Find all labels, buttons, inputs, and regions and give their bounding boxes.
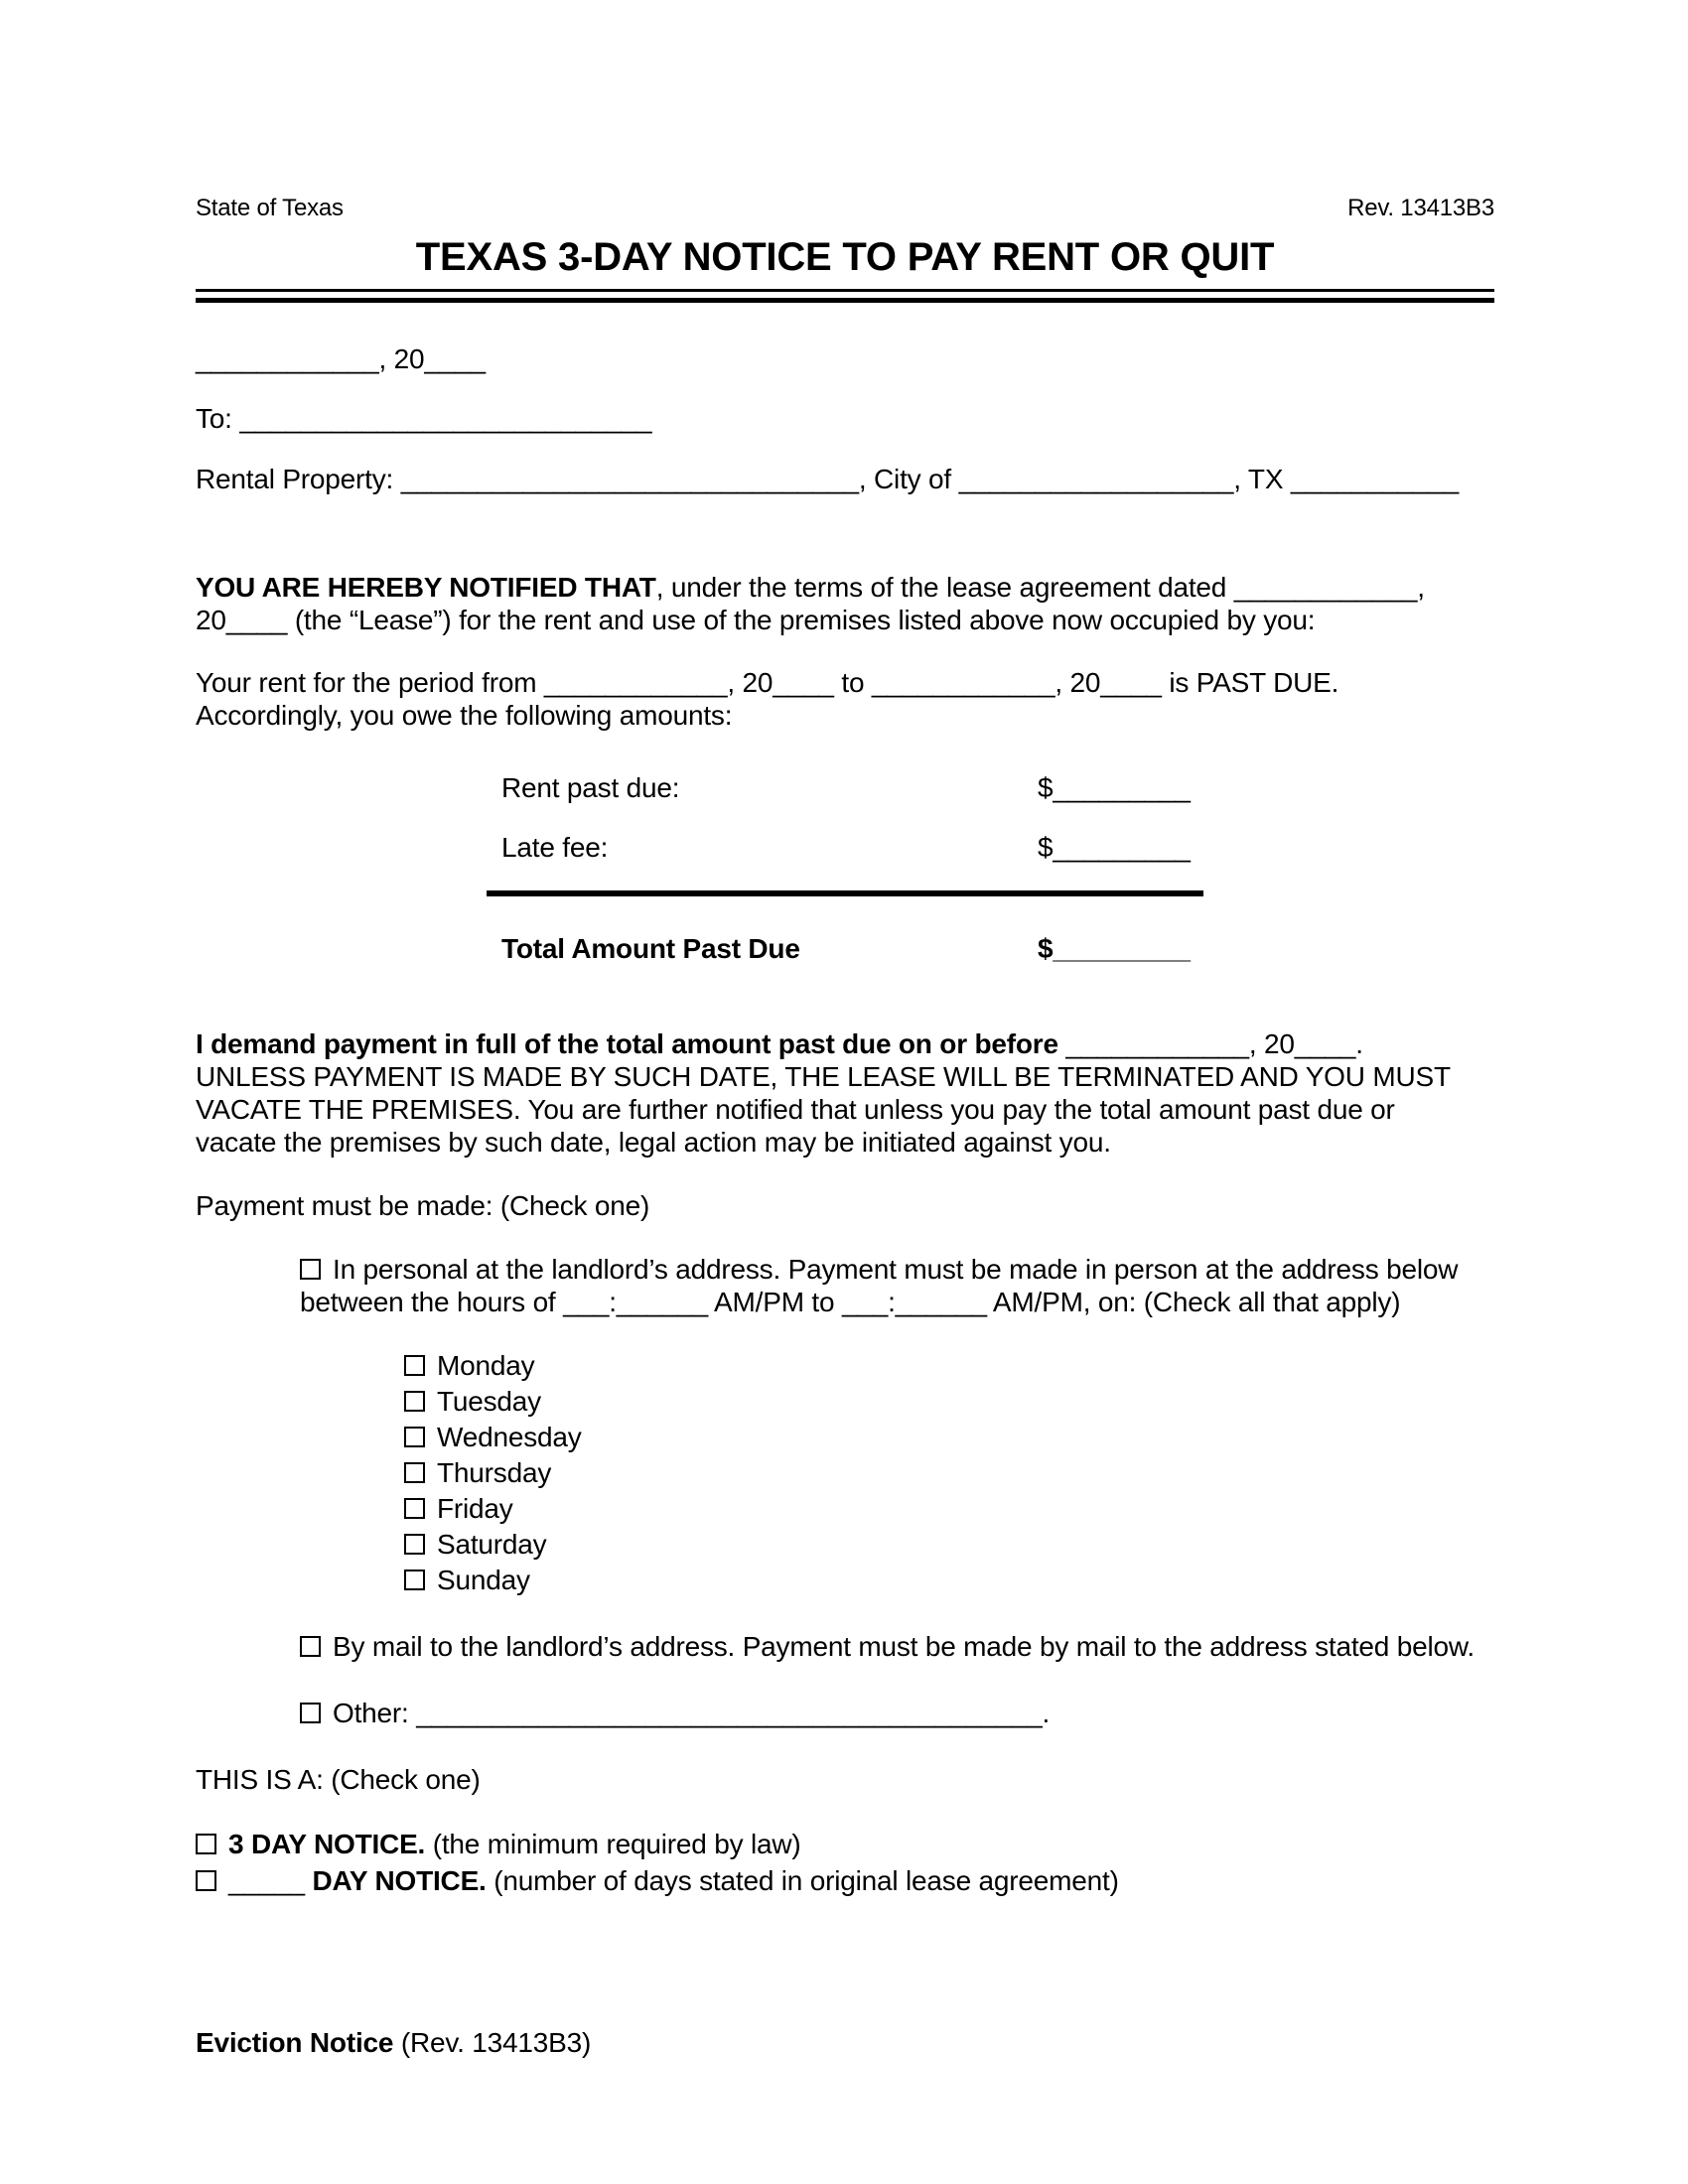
in-person-checkbox[interactable] bbox=[300, 1259, 321, 1280]
three-day-notice-checkbox[interactable] bbox=[196, 1834, 216, 1854]
footer-revision: (Rev. 13413B3) bbox=[393, 2027, 592, 2059]
notified-paragraph bbox=[196, 571, 1486, 636]
demand-rest-text: ____________, 20____. UNLESS PAYMENT IS MADE BY SUCH DATE, THE LEASE WILL BE TERMINATED AND YOU MUST VACATE THE PREMISES. You are further notified that unless you pay the total amount past due or vacate the premises by such date, legal action may be initiated against you. bbox=[196, 1027, 1451, 1158]
sunday-label: Sunday bbox=[437, 1565, 530, 1596]
custom-day-notice-option bbox=[196, 1862, 1549, 1899]
demand-bold-text: I demand payment in full of the total amount past due on or before bbox=[196, 1027, 1058, 1059]
date-blank: ____________, 20____ bbox=[196, 342, 486, 374]
tx-blank: ___________ bbox=[1290, 463, 1460, 494]
wednesday-label: Wednesday bbox=[437, 1422, 582, 1453]
footer-title: Eviction Notice bbox=[196, 2027, 394, 2059]
total-label: Total Amount Past Due bbox=[501, 932, 800, 964]
to-line bbox=[196, 402, 1549, 435]
thursday-label: Thursday bbox=[437, 1457, 552, 1489]
in-person-option-text: In personal at the landlord’s address. Payment must be made in person at the address below between the hours of ___:______ AM/PM to ___:______ AM/PM, on: (Check all that apply) bbox=[300, 1253, 1459, 1317]
total-blank: $_________ bbox=[1038, 932, 1191, 964]
three-day-notice-rest: (the minimum required by law) bbox=[425, 1829, 801, 1860]
by-mail-option bbox=[300, 1630, 1531, 1663]
day-option-thursday bbox=[404, 1455, 1549, 1491]
amounts-table bbox=[196, 771, 1549, 965]
days-checklist bbox=[404, 1348, 1549, 1598]
payment-method-heading: Payment must be made: (Check one) bbox=[196, 1189, 650, 1221]
rent-period-line: Your rent for the period from ____________, 20____ to ____________, 20____ is PAST DUE. bbox=[196, 666, 1339, 698]
custom-day-notice-checkbox[interactable] bbox=[196, 1870, 216, 1891]
thursday-checkbox[interactable] bbox=[404, 1462, 425, 1483]
rent-period-paragraph bbox=[196, 666, 1486, 732]
notice-type-heading: THIS IS A: (Check one) bbox=[196, 1764, 481, 1796]
page-title: TEXAS 3-DAY NOTICE TO PAY RENT OR QUIT bbox=[415, 235, 1275, 280]
other-period: . bbox=[1042, 1698, 1051, 1729]
late-fee-blank: $_________ bbox=[1038, 831, 1191, 863]
day-option-friday bbox=[404, 1491, 1549, 1527]
other-blank: _________________________________________ bbox=[416, 1698, 1043, 1729]
tuesday-label: Tuesday bbox=[437, 1386, 541, 1418]
title-divider bbox=[196, 289, 1494, 303]
late-fee-row bbox=[501, 831, 1549, 864]
day-option-tuesday bbox=[404, 1384, 1549, 1420]
other-checkbox[interactable] bbox=[300, 1703, 321, 1723]
amounts-divider bbox=[487, 890, 1203, 896]
custom-day-notice-blank: _____ bbox=[228, 1865, 313, 1897]
notice-type-options bbox=[196, 1826, 1549, 1899]
accordingly-line: Accordingly, you owe the following amounts: bbox=[196, 699, 733, 731]
in-person-option bbox=[300, 1253, 1531, 1318]
total-row bbox=[501, 932, 1549, 965]
rent-past-due-label: Rent past due: bbox=[501, 771, 680, 803]
friday-checkbox[interactable] bbox=[404, 1498, 425, 1519]
to-label: To: bbox=[196, 402, 240, 434]
tuesday-checkbox[interactable] bbox=[404, 1391, 425, 1412]
document-footer bbox=[196, 2026, 1549, 2059]
rent-past-due-row bbox=[501, 771, 1549, 804]
notified-rest-text: , under the terms of the lease agreement dated ____________, 20____ (the “Lease”) for the rent and use of the premises listed above now occupied by you: bbox=[196, 571, 1425, 635]
day-option-saturday bbox=[404, 1527, 1549, 1563]
saturday-checkbox[interactable] bbox=[404, 1534, 425, 1555]
three-day-notice-option bbox=[196, 1826, 1549, 1862]
demand-paragraph bbox=[196, 1027, 1467, 1159]
rental-property-line bbox=[196, 463, 1549, 495]
document-header bbox=[196, 195, 1494, 222]
friday-label: Friday bbox=[437, 1493, 513, 1525]
late-fee-label: Late fee: bbox=[501, 831, 609, 863]
other-option bbox=[300, 1697, 1531, 1729]
notified-bold-text: YOU ARE HEREBY NOTIFIED THAT bbox=[196, 571, 656, 603]
custom-day-notice-rest: (number of days stated in original lease agreement) bbox=[486, 1865, 1119, 1897]
day-option-wednesday bbox=[404, 1420, 1549, 1455]
by-mail-checkbox[interactable] bbox=[300, 1636, 321, 1657]
day-option-sunday bbox=[404, 1563, 1549, 1598]
tx-label: , TX bbox=[1233, 463, 1291, 494]
rent-past-due-blank: $_________ bbox=[1038, 771, 1191, 803]
date-line bbox=[196, 342, 1549, 375]
saturday-label: Saturday bbox=[437, 1529, 547, 1561]
monday-label: Monday bbox=[437, 1350, 535, 1382]
custom-day-notice-bold: DAY NOTICE. bbox=[312, 1865, 487, 1897]
three-day-notice-bold: 3 DAY NOTICE. bbox=[228, 1829, 426, 1860]
rental-property-label: Rental Property: bbox=[196, 463, 401, 494]
revision-label: Rev. 13413B3 bbox=[1347, 195, 1494, 221]
city-label: , City of bbox=[858, 463, 959, 494]
by-mail-option-text: By mail to the landlord’s address. Payment must be made by mail to the address stated below. bbox=[333, 1631, 1475, 1663]
to-blank: ___________________________ bbox=[239, 402, 652, 434]
monday-checkbox[interactable] bbox=[404, 1355, 425, 1376]
wednesday-checkbox[interactable] bbox=[404, 1427, 425, 1447]
day-option-monday bbox=[404, 1348, 1549, 1384]
other-label: Other: bbox=[333, 1698, 417, 1729]
state-label: State of Texas bbox=[196, 195, 344, 221]
sunday-checkbox[interactable] bbox=[404, 1570, 425, 1590]
city-blank: __________________ bbox=[958, 463, 1234, 494]
rental-property-blank: ______________________________ bbox=[400, 463, 859, 494]
